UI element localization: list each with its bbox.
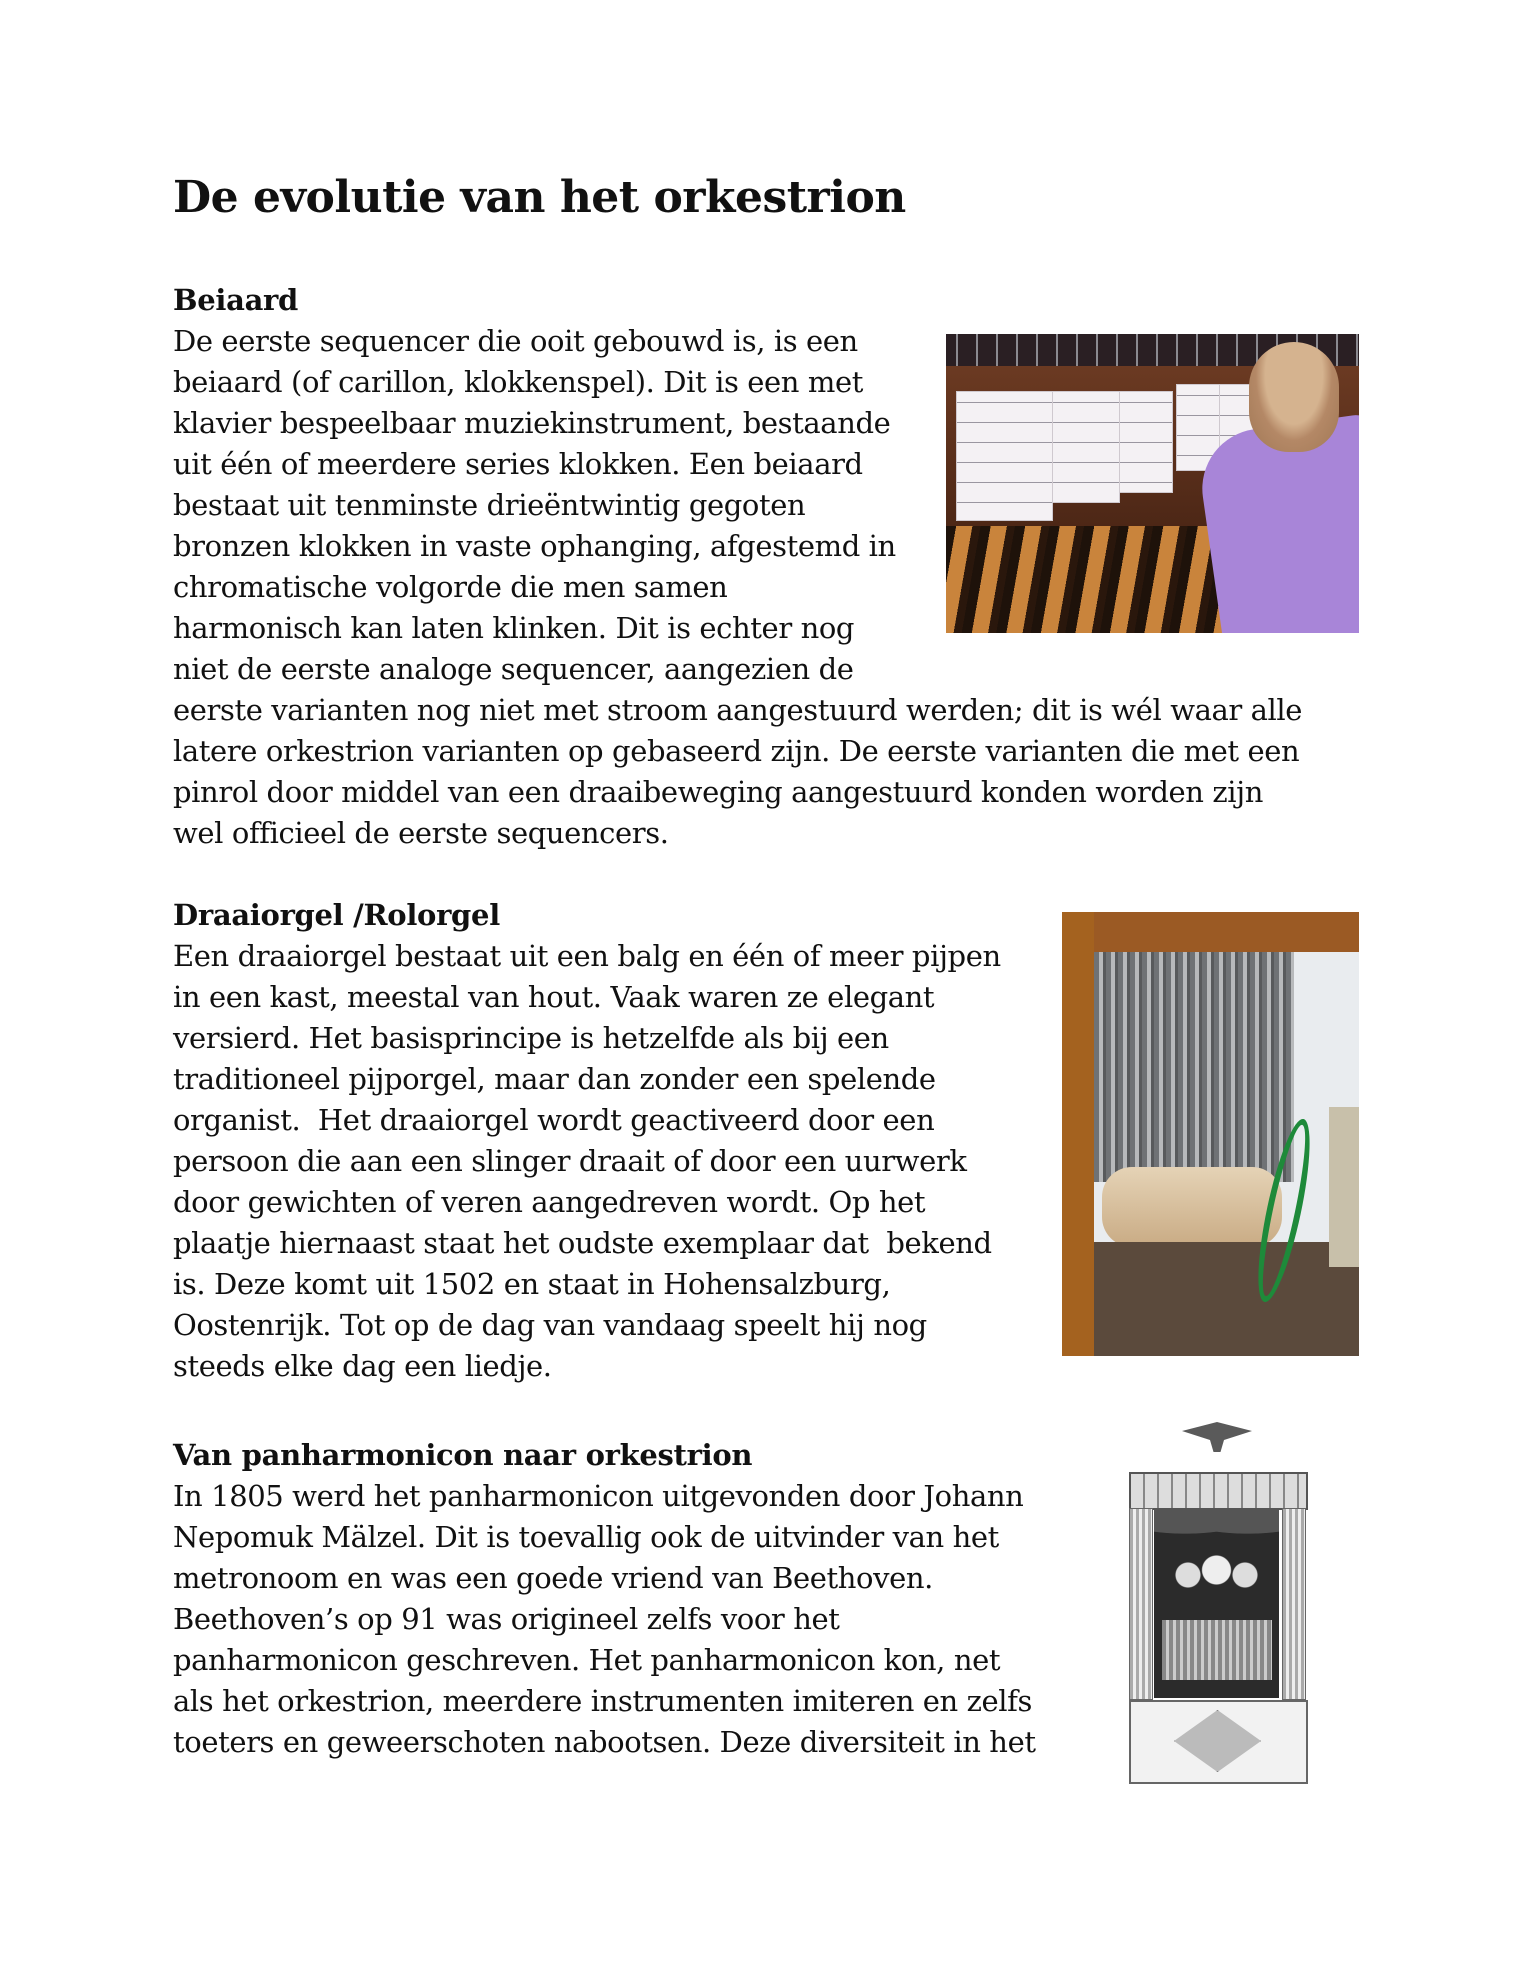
sheet-music [1052, 391, 1120, 503]
sheet-music [956, 391, 1053, 521]
text-line: Nepomuk Mälzel. Dit is toevallig ook de uitvinder van het [173, 1520, 999, 1554]
text-line: door gewichten of veren aangedreven wordt. Op het [173, 1185, 926, 1219]
sheet-music [1119, 391, 1173, 493]
text-line: traditioneel pijporgel, maar dan zonder een spelende [173, 1062, 936, 1096]
text-line: metronoom en was een goede vriend van Beethoven. [173, 1561, 933, 1595]
text-line: De eerste sequencer die ooit gebouwd is, is een [173, 324, 858, 358]
section-heading: Draaiorgel /Rolorgel [173, 898, 500, 932]
text-line: wel officieel de eerste sequencers. [173, 816, 669, 850]
bystander [1329, 1107, 1359, 1267]
text-line: beiaard (of carillon, klokkenspel). Dit is een met [173, 365, 863, 399]
text-line: latere orkestrion varianten op gebaseerd zijn. De eerste varianten die met een [173, 734, 1300, 768]
section-draaiorgel [173, 895, 1001, 1387]
text-line: pinrol door middel van een draaibeweging aangestuurd konden worden zijn [173, 775, 1263, 809]
horns [1169, 1550, 1264, 1600]
section-heading: Beiaard [173, 283, 299, 317]
text-line: persoon die aan een slinger draait of door een uurwerk [173, 1144, 967, 1178]
text-line: uit één of meerdere series klokken. Een beiaard [173, 447, 863, 481]
text-line: plaatje hiernaast staat het oudste exemplaar dat bekend [173, 1226, 992, 1260]
section-panharmonicon [173, 1435, 1036, 1763]
barrel-organ-photo [1062, 912, 1359, 1356]
text-line: In 1805 werd het panharmonicon uitgevonden door Johann [173, 1479, 1024, 1513]
text-line: eerste varianten nog niet met stroom aangestuurd werden; dit is wél waar alle [173, 693, 1303, 727]
text-line: harmonisch kan laten klinken. Dit is echter nog [173, 611, 855, 645]
page-title: De evolutie van het orkestrion [173, 172, 906, 223]
panharmonicon-engraving [1094, 1410, 1339, 1790]
pin-barrel [1102, 1167, 1282, 1247]
organ-pipes [1094, 952, 1294, 1182]
text-line: Een draaiorgel bestaat uit een balg en één of meer pijpen [173, 939, 1001, 973]
organ-base [1094, 1242, 1359, 1356]
cornice [1129, 1472, 1308, 1510]
section-heading: Van panharmonicon naar orkestrion [173, 1438, 753, 1472]
door-frame [1062, 912, 1094, 1356]
text-line: toeters en geweerschoten nabootsen. Deze diversiteit in het [173, 1725, 1036, 1759]
text-line: is. Deze komt uit 1502 en staat in Hohensalzburg, [173, 1267, 891, 1301]
text-line: chromatische volgorde die men samen [173, 570, 728, 604]
text-line: panharmonicon geschreven. Het panharmonicon kon, net [173, 1643, 1001, 1677]
player-head [1249, 342, 1339, 452]
column [1282, 1508, 1306, 1700]
eagle-ornament [1182, 1422, 1252, 1452]
column [1129, 1508, 1153, 1700]
text-line: niet de eerste analoge sequencer, aangezien de [173, 652, 854, 686]
text-line: organist. Het draaiorgel wordt geactiveerd door een [173, 1103, 935, 1137]
text-line: Beethoven’s op 91 was origineel zelfs voor het [173, 1602, 840, 1636]
text-line: Oostenrijk. Tot op de dag van vandaag speelt hij nog [173, 1308, 927, 1342]
carillon-player-photo [946, 334, 1359, 633]
text-line: klavier bespeelbaar muziekinstrument, bestaande [173, 406, 891, 440]
organ-pipes [1162, 1620, 1272, 1680]
text-line: versierd. Het basisprincipe is hetzelfde als bij een [173, 1021, 889, 1055]
text-line: bestaat uit tenminste drieëntwintig gegoten [173, 488, 806, 522]
text-line: in een kast, meestal van hout. Vaak waren ze elegant [173, 980, 935, 1014]
text-line: als het orkestrion, meerdere instrumenten imiteren en zelfs [173, 1684, 1032, 1718]
text-line: bronzen klokken in vaste ophanging, afgestemd in [173, 529, 896, 563]
curtain-drape [1154, 1508, 1279, 1538]
door-frame [1062, 912, 1359, 952]
text-line: steeds elke dag een liedje. [173, 1349, 552, 1383]
